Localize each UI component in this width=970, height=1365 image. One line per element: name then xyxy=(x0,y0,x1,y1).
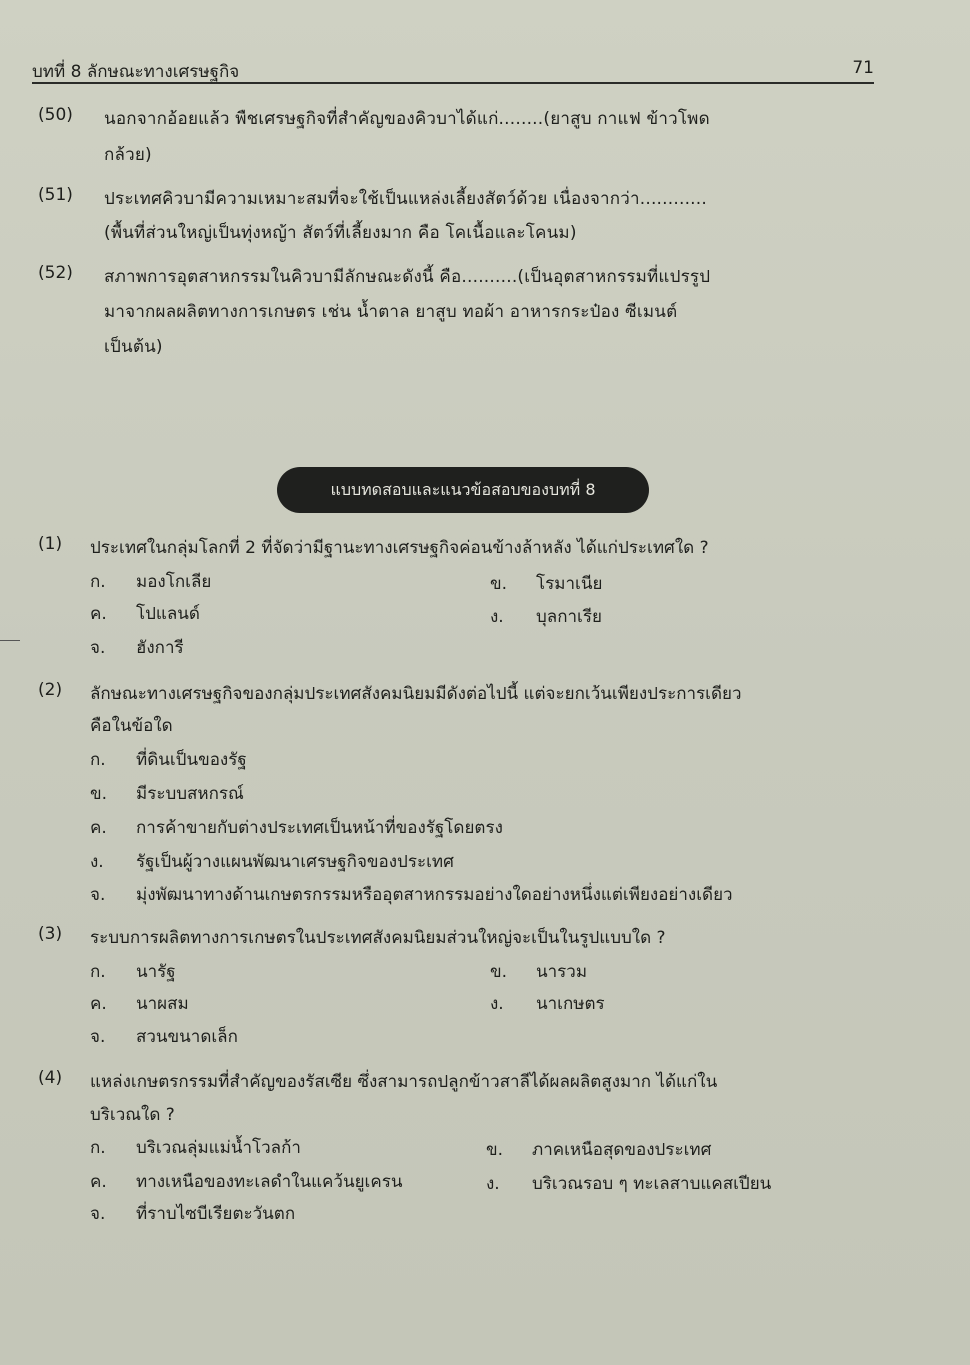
answer-option xyxy=(490,958,587,985)
answer-option xyxy=(490,570,602,597)
option-label: ง. xyxy=(490,994,504,1014)
answer-option xyxy=(486,1136,711,1163)
answer-option xyxy=(490,603,602,630)
option-label: ก. xyxy=(90,572,106,592)
margin-mark xyxy=(0,640,20,641)
answer-option xyxy=(90,814,503,841)
question-number: (3) xyxy=(38,924,63,944)
option-text: นารัฐ xyxy=(136,962,176,982)
option-label: จ. xyxy=(90,1204,106,1224)
option-label: ค. xyxy=(90,994,107,1014)
option-text: ที่ดินเป็นของรัฐ xyxy=(136,750,247,770)
option-text: โรมาเนีย xyxy=(536,574,603,594)
option-label: จ. xyxy=(90,885,106,905)
question-stem: ระบบการผลิตทางการเกษตรในประเทศสังคมนิยมส่วนใหญ่จะเป็นในรูปแบบใด ? xyxy=(90,928,666,948)
option-text: ภาคเหนือสุดของประเทศ xyxy=(532,1140,712,1160)
question-stem: คือในข้อใด xyxy=(90,716,173,736)
option-text: รัฐเป็นผู้วางแผนพัฒนาเศรษฐกิจของประเทศ xyxy=(136,852,454,872)
option-text: นาเกษตร xyxy=(536,994,605,1014)
answer-option xyxy=(90,881,733,908)
question-number: (1) xyxy=(38,534,63,554)
item-text: กล้วย) xyxy=(104,145,152,165)
option-label: ข. xyxy=(490,962,508,982)
page-number: 71 xyxy=(852,58,874,78)
option-text: สวนขนาดเล็ก xyxy=(136,1027,238,1047)
item-number: (50) xyxy=(38,105,73,125)
option-label: ข. xyxy=(486,1140,504,1160)
answer-option xyxy=(90,1168,403,1195)
section-banner: แบบทดสอบและแนวข้อสอบของบทที่ 8 xyxy=(277,467,649,513)
option-text: การค้าขายกับต่างประเทศเป็นหน้าที่ของรัฐโดยตรง xyxy=(136,818,503,838)
option-text: มุ่งพัฒนาทางด้านเกษตรกรรมหรืออุตสาหกรรมอย่างใดอย่างหนึ่งแต่เพียงอย่างเดียว xyxy=(136,885,733,905)
question-number: (2) xyxy=(38,680,63,700)
answer-option xyxy=(90,1200,295,1227)
answer-option xyxy=(90,1023,238,1050)
option-text: ทางเหนือของทะเลดำในแคว้นยูเครน xyxy=(136,1172,403,1192)
question-number: (4) xyxy=(38,1068,63,1088)
option-text: บริเวณรอบ ๆ ทะเลสาบแคสเปียน xyxy=(532,1174,772,1194)
chapter-title: บทที่ 8 ลักษณะทางเศรษฐกิจ xyxy=(32,62,240,82)
option-label: ก. xyxy=(90,1138,106,1158)
answer-option xyxy=(90,780,244,807)
option-label: ข. xyxy=(490,574,508,594)
option-label: ก. xyxy=(90,962,106,982)
question-stem: แหล่งเกษตรกรรมที่สำคัญของรัสเซีย ซึ่งสามารถปลูกข้าวสาลีได้ผลผลิตสูงมาก ได้แก่ใน xyxy=(90,1072,718,1092)
answer-option xyxy=(90,600,200,627)
option-label: ค. xyxy=(90,1172,107,1192)
option-text: มองโกเลีย xyxy=(136,572,212,592)
answer-option xyxy=(90,990,189,1017)
answer-option xyxy=(490,990,605,1017)
answer-option xyxy=(90,634,184,661)
option-text: นารวม xyxy=(536,962,588,982)
option-text: มีระบบสหกรณ์ xyxy=(136,784,244,804)
page-header xyxy=(32,58,874,84)
item-text: มาจากผลผลิตทางการเกษตร เช่น น้ำตาล ยาสูบ ทอผ้า อาหารกระป๋อง ซีเมนต์ xyxy=(104,302,678,322)
option-label: ค. xyxy=(90,818,107,838)
item-number: (52) xyxy=(38,263,73,283)
option-text: บุลกาเรีย xyxy=(536,607,602,627)
option-label: ค. xyxy=(90,604,107,624)
answer-option xyxy=(90,746,247,773)
option-label: ง. xyxy=(490,607,504,627)
option-label: จ. xyxy=(90,1027,106,1047)
item-text: ประเทศคิวบามีความเหมาะสมที่จะใช้เป็นแหล่งเลี้ยงสัตว์ด้วย เนื่องจากว่า............ xyxy=(104,189,707,209)
question-stem: ลักษณะทางเศรษฐกิจของกลุ่มประเทศสังคมนิยมมีดังต่อไปนี้ แต่จะยกเว้นเพียงประการเดียว xyxy=(90,684,742,704)
item-text: สภาพการอุตสาหกรรมในคิวบามีลักษณะดังนี้ คือ..........(เป็นอุตสาหกรรมที่แปรรูป xyxy=(104,267,711,287)
option-text: ฮังการี xyxy=(136,638,184,658)
option-label: ง. xyxy=(486,1174,500,1194)
question-stem: ประเทศในกลุ่มโลกที่ 2 ที่จัดว่ามีฐานะทางเศรษฐกิจค่อนข้างล้าหลัง ได้แก่ประเทศใด ? xyxy=(90,538,709,558)
option-label: ก. xyxy=(90,750,106,770)
option-text: ที่ราบไซบีเรียตะวันตก xyxy=(136,1204,296,1224)
option-label: ง. xyxy=(90,852,104,872)
answer-option xyxy=(90,848,454,875)
answer-option xyxy=(90,568,211,595)
answer-option xyxy=(90,958,176,985)
question-stem: บริเวณใด ? xyxy=(90,1105,175,1125)
item-text: (พื้นที่ส่วนใหญ่เป็นทุ่งหญ้า สัตว์ที่เลี้ยงมาก คือ โคเนื้อและโคนม) xyxy=(104,223,577,243)
option-label: ข. xyxy=(90,784,108,804)
option-text: โปแลนด์ xyxy=(136,604,200,624)
answer-option xyxy=(90,1134,301,1161)
answer-option xyxy=(486,1170,771,1197)
item-text: นอกจากอ้อยแล้ว พืชเศรษฐกิจที่สำคัญของคิวบาได้แก่........(ยาสูบ กาแฟ ข้าวโพด xyxy=(104,109,710,129)
item-number: (51) xyxy=(38,185,73,205)
option-label: จ. xyxy=(90,638,106,658)
option-text: นาผสม xyxy=(136,994,189,1014)
option-text: บริเวณลุ่มแม่น้ำโวลก้า xyxy=(136,1138,301,1158)
item-text: เป็นต้น) xyxy=(104,337,163,357)
